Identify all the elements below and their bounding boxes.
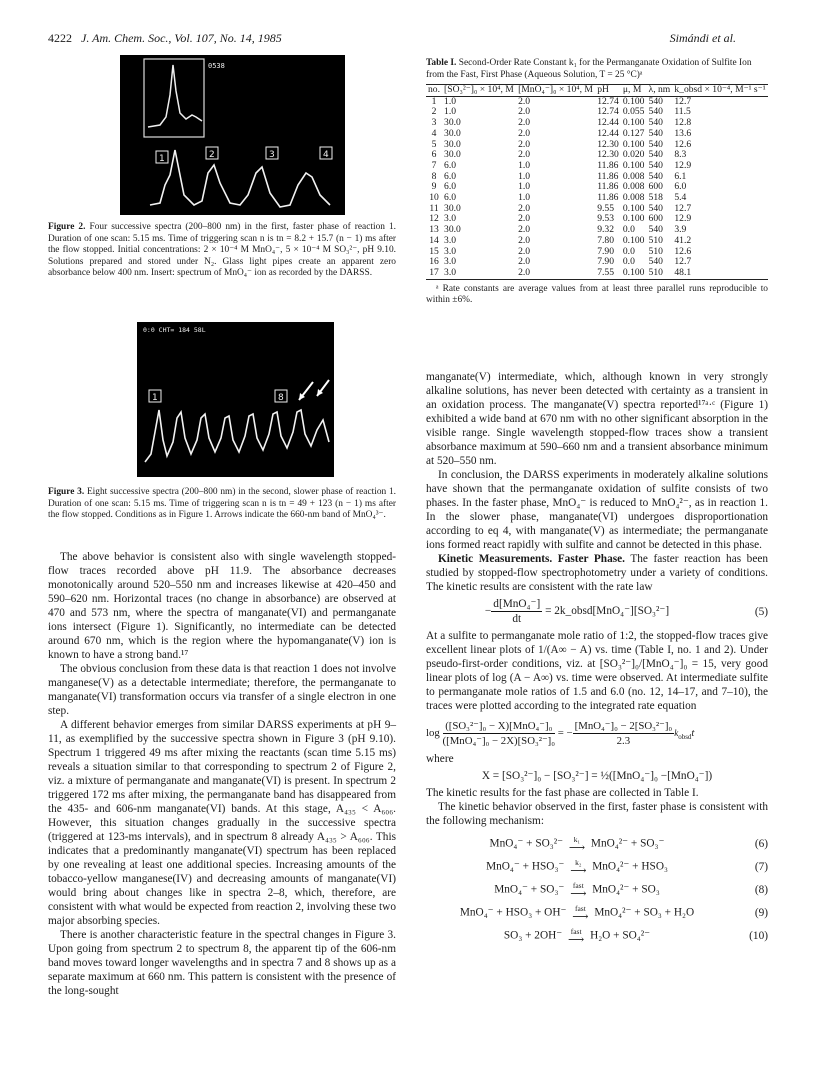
spectrum-label-1: 1: [159, 154, 165, 164]
equation-rhs: = 2k_obsd[MnO₄⁻][SO₃²⁻]: [545, 605, 670, 618]
products: MnO₄²⁻ + HSO₃: [592, 860, 668, 873]
table-cell: 2.0: [516, 268, 595, 279]
table-cell: 0.100: [622, 202, 645, 214]
equation-number: (10): [749, 929, 768, 942]
table-cell: 0.127: [622, 127, 645, 139]
column-header: [MnO₄⁻]₀ × 10⁴, M: [516, 85, 595, 97]
reaction-arrow: [570, 859, 586, 875]
table-row: [426, 268, 768, 279]
figure-3-caption: [48, 487, 396, 522]
table-cell: 14: [429, 234, 439, 246]
paragraph: The kinetic behavior observed in the first, faster phase is consistent with the following mechanism:: [426, 801, 768, 827]
table-cell: 0.100: [621, 268, 647, 279]
table-cell: 540: [648, 117, 663, 129]
table-cell: 0.100: [622, 213, 645, 225]
table-cell: 2.0: [518, 106, 531, 118]
spectrum-label-4: 4: [323, 150, 329, 160]
figure-3-caption-text: Eight successive spectra (200–800 nm) in the second, slower phase of reaction 1. Duration of one scan: 5.15 ms. Time of triggering scan n is tn = 49 + 123 (n − 1) ms after the flow stopped. Conditions as in Figure 1. Arrows indicate the 660-nm band of MnO₄³⁻.: [48, 487, 397, 521]
arrow-label: k₁: [573, 834, 581, 844]
equation-5: − $\frac{\text{d[MnO₄⁻]}}{dt}$ = 2k_obsd[MnO₄⁻][SO₃²⁻] (5): [484, 598, 768, 625]
fraction-numerator: [MnO₄⁻]₀ − 2[SO₃²⁻]₀: [574, 720, 673, 732]
arrow-icon: ⟶: [570, 887, 587, 900]
table-cell: 7.90: [597, 245, 614, 257]
products: H₂O + SO₄²⁻: [590, 929, 651, 942]
equation-number: (5): [754, 605, 768, 618]
table-cell: 2.0: [518, 127, 531, 139]
table-cell: 1.0: [444, 106, 457, 118]
table-cell: 13: [429, 224, 439, 236]
table-cell: 0.008: [622, 192, 645, 204]
table-1-title: [426, 58, 768, 81]
reactants: MnO₄⁻ + SO₃⁻: [494, 883, 565, 896]
column-header: [SO₃²⁻]₀ × 10⁴, M: [442, 85, 516, 97]
table-cell: 3.0: [444, 256, 457, 268]
figure-3-image: [137, 322, 334, 477]
table-cell: 0.008: [622, 181, 645, 193]
table-cell: 30.0: [444, 127, 461, 139]
table-cell: 17: [426, 268, 442, 279]
paragraph: At a sulfite to permanganate mole ratio of 1:2, the stopped-flow traces give excellent linear plots of 1/(A∞ − A) vs. time (Table I, no. 1 and 2). Under pseudo-first-order conditions, viz. at [SO₃²⁻]₀/[MnO₄⁻]₀ = 15, very good linear plots of log (A − A∞) vs. time were observed. At intermediate sulfite to permanganate mole ratios of 1.5 and 6.0 (no. 12, 14–17, and 7–10), the traces were plotted according to the integrated rate equation: [426, 630, 768, 712]
table-row: [426, 161, 768, 172]
table-cell: 4: [431, 127, 437, 139]
figure-2-caption: [48, 222, 396, 280]
fraction-denominator: 2.3: [616, 735, 631, 747]
table-cell: 12.30: [597, 138, 619, 150]
table-cell: 518: [648, 192, 663, 204]
table-cell: 6.0: [444, 170, 457, 182]
products: MnO₄²⁻ + SO₃: [592, 883, 660, 896]
table-cell: 2.0: [518, 202, 531, 214]
paragraph: The obvious conclusion from these data is that reaction 1 does not involve manganese(V) as a detectable intermediate; therefore, the permanganate to manganate(VI) transformation occurs via transfer of a single electron in one step.: [48, 663, 396, 717]
table-cell: 6.0: [444, 159, 457, 171]
table-cell: 540: [648, 149, 663, 161]
rate-fraction: [491, 597, 542, 626]
equation-x: [426, 769, 768, 783]
table-cell: 2.0: [518, 234, 531, 246]
table-cell: 9: [431, 181, 437, 193]
figure-2-image: [120, 55, 345, 215]
integrated-rate-equation: log $\frac{\text{([SO₃²⁻]₀ − X)[MnO₄⁻]₀}}{\text{([MnO₄⁻]₀ − 2X)[SO₃²⁻]₀}}$ = − $\frac{\text{[MnO₄⁻]₀ − 2[SO₃²⁻]₀}}{2.3}$ $k_{obsd}t$: [426, 720, 695, 747]
journal-citation: J. Am. Chem. Soc., Vol. 107, No. 14, 1985: [81, 31, 282, 45]
table-cell: 540: [648, 202, 663, 214]
table-cell: 13.6: [674, 127, 692, 139]
table-cell: 3.0: [442, 268, 516, 279]
fraction-denominator: dt: [512, 613, 522, 625]
arrow-icon: ⟶: [568, 933, 585, 946]
spectrum-label-3: 3: [269, 150, 275, 160]
table-cell: 540: [648, 159, 663, 171]
table-cell: 2: [431, 106, 437, 118]
table-cell: 12.74: [597, 106, 619, 118]
rhs-fraction: [573, 719, 675, 748]
fraction-numerator: ([SO₃²⁻]₀ − X)[MnO₄⁻]₀: [443, 719, 556, 734]
table-cell: 30.0: [444, 149, 461, 161]
table-cell: 7: [431, 159, 437, 171]
table-cell: 510: [647, 268, 673, 279]
table-cell: 12.30: [597, 149, 619, 161]
table-cell: 7.55: [595, 268, 621, 279]
reactants: SO₃ + 2OH⁻: [503, 929, 563, 942]
table-cell: 3: [431, 117, 437, 129]
table-cell: 9.55: [597, 202, 614, 214]
paragraph: The above behavior is consistent also with single wavelength stopped-flow traces recorded above pH 11.9. The absorbance decreases monotonically around 520–550 nm and increases likewise at 420–450 and 590–620 nm. Horizontal traces (no change in absorbance) are observed at 470 and 573 nm, where the spectra of manganate(VI) and permanganate ions intersect (Figure 1). Significantly, no intermediate can be detected around 670 nm, which is the region where the hypomanganate(V) ion is known to have a strong band.¹⁷: [48, 551, 396, 661]
paragraph: A different behavior emerges from similar DARSS experiments at pH 9–11, as exemplified by the successive spectra shown in Figure 3 (pH 9.10). Spectrum 1 triggered 49 ms after mixing the reactants (scan time 5.15 ms) reveals a situation similar to that corresponding to spectrum 2 of Figure 2, viz. a mixture of permanganate and manganate(VI) is present. In spectrum 2 triggered 172 ms after mixing, the permanganate band has disappeared from the 435- and 606-nm manganate(VI) bands. At this stage, A₄₃₅ < A₆₀₆. However, this situation changes gradually in the successive spectra (triggered at 123-ms intervals), and in spectrum 8 already A₄₃₅ > A₆₀₆. This indicates that a predominantly manganate(VI) spectrum has been replaced by one revealing at least one additional species. Increasing amounts of the tobacco-yellow manganese(IV) and decreasing amounts of manganate(VI) would bring about changes like in spectra 2–8, which, therefore, are consistent with what would be expected from reaction 2, involving these two major absorbing species.: [48, 719, 396, 927]
table-cell: 600: [648, 181, 663, 193]
table-cell: 2.0: [518, 245, 531, 257]
table-cell: 6.0: [444, 192, 457, 204]
table-cell: 5: [431, 138, 437, 150]
column-header: λ, nm: [647, 85, 673, 97]
table-cell: 30.0: [444, 202, 461, 214]
table-cell: 12.7: [674, 256, 692, 268]
column-header: k_obsd × 10⁻⁴, M⁻¹ s⁻¹: [672, 85, 768, 97]
table-cell: 540: [648, 170, 663, 182]
table-cell: 2.0: [518, 256, 531, 268]
table-cell: 0.0: [622, 245, 635, 257]
running-header-left: [48, 31, 282, 46]
table-cell: 11.86: [597, 192, 619, 204]
arrow-label: fast: [570, 926, 582, 936]
table-cell: 0.055: [622, 106, 645, 118]
table-cell: 8: [431, 170, 437, 182]
table-cell: 12.6: [674, 245, 692, 257]
table-cell: 11.86: [597, 181, 619, 193]
table-row: [426, 236, 768, 247]
table-cell: 12: [429, 213, 439, 225]
table-cell: 8.3: [674, 149, 687, 161]
table-cell: 0.100: [622, 234, 645, 246]
reaction-arrow: [569, 836, 585, 852]
rate-constant-table: [426, 84, 768, 279]
log-fraction: [443, 719, 556, 748]
table-cell: 12.9: [674, 213, 692, 225]
left-body-text: [48, 550, 396, 998]
table-cell: 1.0: [518, 159, 531, 171]
paragraph: [426, 552, 768, 594]
table-cell: 30.0: [444, 138, 461, 150]
paragraph: The kinetic results for the fast phase are collected in Table I.: [426, 787, 699, 799]
table-cell: 11.86: [597, 170, 619, 182]
table-body: [426, 96, 768, 279]
mechanism-step: [426, 901, 768, 924]
figure-2-label: Figure 2.: [48, 222, 86, 232]
table-cell: 600: [648, 213, 663, 225]
figure-2-spectra: [120, 55, 345, 215]
reactants: MnO₄⁻ + HSO₃⁻: [486, 860, 565, 873]
column-header: pH: [595, 85, 621, 97]
table-cell: 3.0: [444, 245, 457, 257]
table-1-label: Table I.: [426, 58, 457, 68]
table-cell: 0.0: [622, 256, 635, 268]
arrow-icon: ⟶: [572, 910, 589, 923]
reactants: MnO₄⁻ + SO₃²⁻: [489, 837, 564, 850]
table-cell: 540: [648, 95, 663, 107]
spectrum-label-2: 2: [209, 150, 215, 160]
paragraph: In conclusion, the DARSS experiments in moderately alkaline solutions have shown that the permanganate oxidation of sulfite consists of two phases. In the faster phase, MnO₄⁻ is reduced to MnO₄²⁻, as in reaction 1. In the slower phase, manganate(VI) undergoes disproportionation according to eq 4, with manganate(V) as intermediate; the permanganate ions formed react rapidly with sulfite and cannot be detected in this phase.: [426, 469, 768, 551]
products: MnO₄²⁻ + SO₃⁻: [590, 837, 665, 850]
table-cell: 12.7: [674, 95, 692, 107]
table-cell: 7.80: [597, 234, 614, 246]
table-cell: 510: [648, 245, 663, 257]
mechanism-equations: [426, 832, 768, 947]
table-cell: 3.0: [444, 234, 457, 246]
mechanism-step: [426, 878, 768, 901]
mechanism-step: [426, 832, 768, 855]
equation-number: (6): [754, 837, 768, 850]
table-cell: 1.0: [518, 181, 531, 193]
arrow-label: fast: [572, 880, 584, 890]
table-cell: 15: [429, 245, 439, 257]
paragraph-text: The faster reaction has been studied by stopped-flow spectrophotometry under a variety of conditions. The kinetic results are consistent with the rate law: [426, 553, 768, 593]
table-cell: 540: [648, 224, 663, 236]
table-cell: 12.8: [674, 117, 692, 129]
section-heading: Kinetic Measurements. Faster Phase.: [438, 553, 625, 565]
table-cell: 1.0: [444, 95, 457, 107]
reactants: MnO₄⁻ + HSO₃ + OH⁻: [459, 906, 567, 919]
table-cell: 6.0: [674, 181, 687, 193]
table-cell: 12.9: [674, 159, 692, 171]
arrow-icon: ⟶: [570, 864, 587, 877]
table-cell: 540: [648, 138, 663, 150]
table-1-title-text: Second-Order Rate Constant k₁ for the Permanganate Oxidation of Sulfite Ion from the Fast, First Phase (Aqueous Solution, T = 25 °C)ᵃ: [426, 58, 752, 80]
paragraph: manganate(V) intermediate, which, although known in very strongly alkaline solutions, has never been detected with certainty as a transient in an oxidation process. The manganate(V) spectra reported¹⁷ᵃ·ᶜ (Figure 1) exhibited a wide band at 670 nm with no other significant absorption in the visible range. Single wavelength stopped-flow traces show a transient absorbance maximum at 590–660 nm and a transient absorbance minimum at 520–550 nm.: [426, 371, 768, 467]
table-cell: 11.5: [674, 106, 691, 118]
table-cell: 6.1: [674, 170, 687, 182]
table-header-row: [426, 85, 768, 97]
products: MnO₄²⁻ + SO₃ + H₂O: [594, 906, 695, 919]
table-1-footnote: ᵃ Rate constants are average values from at least three parallel runs reproducible to within ±6%.: [426, 283, 768, 306]
table-cell: 0.100: [622, 95, 645, 107]
table-cell: 0.020: [622, 149, 645, 161]
table-cell: 540: [648, 106, 663, 118]
table-cell: 7.90: [597, 256, 614, 268]
author-name: Simándi et al.: [669, 31, 736, 45]
column-header: no.: [426, 85, 442, 97]
running-header-author: [670, 31, 736, 46]
arrow-label: fast: [574, 903, 586, 913]
arrow-label: k₂: [575, 857, 582, 867]
fraction-denominator: ([MnO₄⁻]₀ − 2X)[SO₃²⁻]₀: [442, 735, 556, 747]
mechanism-step: [426, 855, 768, 878]
table-cell: 30.0: [444, 117, 461, 129]
table-row: [426, 129, 768, 140]
table-cell: 0.0: [622, 224, 635, 236]
table-cell: 12.74: [597, 95, 619, 107]
column-header: μ, M: [621, 85, 647, 97]
table-cell: 540: [648, 127, 663, 139]
equation-number: (8): [754, 883, 768, 896]
reaction-arrow: [568, 928, 584, 944]
table-cell: 9.53: [597, 213, 614, 225]
table-cell: 2.0: [518, 149, 531, 161]
table-cell: 3.9: [674, 224, 687, 236]
table-cell: 11: [429, 202, 439, 214]
table-cell: 6.0: [444, 181, 457, 193]
table-cell: 12.44: [597, 127, 619, 139]
table-cell: 41.2: [674, 234, 692, 246]
figure-3-spectra: [137, 322, 334, 477]
table-cell: 0.100: [622, 117, 645, 129]
table-cell: 12.44: [597, 117, 619, 129]
table-cell: 16: [429, 256, 439, 268]
table-cell: 510: [648, 234, 663, 246]
fraction-numerator: d[MnO₄⁻]: [493, 598, 541, 610]
table-cell: 30.0: [444, 224, 461, 236]
reaction-arrow: [570, 882, 586, 898]
table-cell: 6: [431, 149, 437, 161]
paragraph: where: [426, 753, 454, 765]
table-cell: 2.0: [518, 224, 531, 236]
table-cell: 2.0: [518, 138, 531, 150]
scan-tag: 0538: [208, 62, 225, 70]
table-cell: 48.1: [672, 268, 768, 279]
scan-tag: 0:0 CHT= 184 58L: [143, 326, 206, 334]
right-body-text: [426, 370, 768, 947]
mechanism-step: [426, 924, 768, 947]
spectrum-label-1: 1: [152, 393, 158, 403]
table-cell: 0.008: [622, 170, 645, 182]
table-cell: 2.0: [518, 213, 531, 225]
table-cell: 1.0: [518, 192, 531, 204]
table-cell: 12.7: [674, 202, 692, 214]
equation-x-text: X = [SO₃²⁻]₀ − [SO₃²⁻] = ½([MnO₄⁻]₀ −[MnO₄⁻]): [481, 770, 713, 782]
figure-3-label: Figure 3.: [48, 487, 85, 497]
table-cell: 10: [429, 192, 439, 204]
equation-number: (7): [754, 860, 768, 873]
table-cell: 1: [431, 95, 437, 107]
paragraph: There is another characteristic feature in the spectral changes in Figure 3. Upon going from spectrum 2 to spectrum 8, the apparent tip of the 606-nm band moves toward longer wavelengths and in spectra 7 and 8 shows up as a separate maximum at 660 nm. This pattern is consistent with the presence of the long-sought: [48, 929, 396, 997]
table-cell: 0.100: [622, 159, 645, 171]
table-cell: 12.6: [674, 138, 692, 150]
table-cell: 1.0: [518, 170, 531, 182]
table-cell: 540: [648, 256, 663, 268]
table-cell: 9.32: [597, 224, 614, 236]
spectrum-label-8: 8: [278, 393, 284, 403]
table-cell: 2.0: [518, 95, 531, 107]
table-1: [426, 58, 768, 307]
arrow-icon: ⟶: [568, 841, 586, 854]
table-cell: 3.0: [444, 213, 457, 225]
page-number: 4222: [48, 31, 72, 45]
equation-number: (9): [754, 906, 768, 919]
reaction-arrow: [572, 905, 588, 921]
figure-2-caption-text: Four successive spectra (200–800 nm) in the first, faster phase of reaction 1. Duration of one scan: 5.15 ms. Time of triggering scan n is tn = 8.2 + 15.7 (n − 1) ms after the flow stopped. Initial concentrations: 2 × 10⁻⁴ M MnO₄⁻, 5 × 10⁻⁴ M SO₃²⁻, pH 9.10. Solutions prepared and stored under N₂. Glass light pipes create an apparent zero absorbance below 400 nm. Insert: spectrum of MnO₄⁻ ion as recorded by the DARSS.: [48, 222, 397, 279]
table-cell: 2.0: [518, 117, 531, 129]
table-cell: 11.86: [597, 159, 619, 171]
table-cell: 0.100: [622, 138, 645, 150]
table-cell: 5.4: [674, 192, 687, 204]
